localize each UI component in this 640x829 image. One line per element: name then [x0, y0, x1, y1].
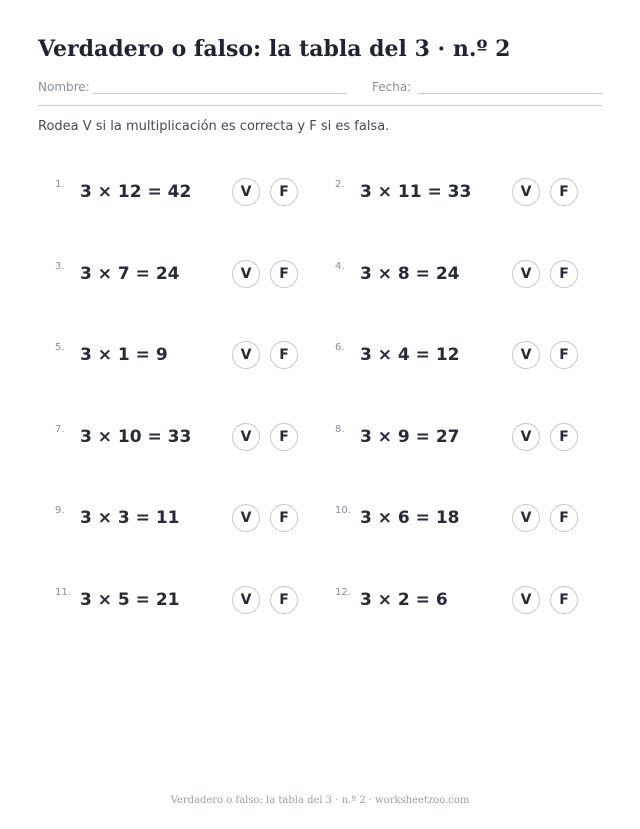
true-option[interactable]: V — [232, 586, 260, 614]
name-label: Nombre: — [38, 80, 90, 94]
false-option[interactable]: F — [270, 260, 298, 288]
page-title: Verdadero o falso: la tabla del 3 · n.º 2 — [38, 36, 511, 62]
false-option[interactable]: F — [550, 504, 578, 532]
problem-equation: 3 × 7 = 24 — [80, 263, 180, 284]
problem-item — [335, 178, 595, 208]
problem-item — [335, 341, 595, 371]
false-option[interactable]: F — [270, 586, 298, 614]
false-option[interactable]: F — [550, 260, 578, 288]
true-option[interactable]: V — [232, 423, 260, 451]
true-option[interactable]: V — [512, 504, 540, 532]
problem-item — [55, 504, 315, 534]
problem-equation: 3 × 5 = 21 — [80, 590, 180, 610]
problem-number: 1. — [55, 179, 65, 190]
true-option[interactable]: V — [512, 260, 540, 288]
true-option[interactable]: V — [232, 260, 260, 288]
problem-number: 4. — [335, 260, 345, 272]
false-option[interactable]: F — [550, 178, 578, 206]
true-option[interactable]: V — [512, 423, 540, 451]
problem-equation: 3 × 2 = 6 — [360, 590, 448, 610]
problem-item — [55, 260, 315, 290]
problem-equation: 3 × 9 = 27 — [360, 426, 460, 447]
false-option[interactable]: F — [550, 341, 578, 369]
instructions: Rodea V si la multiplicación es correcta y F si es falsa. — [38, 119, 390, 134]
problem-equation: 3 × 12 = 42 — [80, 182, 192, 202]
true-option[interactable]: V — [512, 341, 540, 369]
problem-number: 9. — [55, 505, 65, 517]
problem-number: 3. — [55, 260, 65, 272]
problem-number: 7. — [55, 423, 65, 435]
problem-equation: 3 × 11 = 33 — [360, 182, 472, 202]
problem-number: 11. — [55, 587, 71, 598]
footer: Verdadero o falso: la tabla del 3 · n.º 2 · worksheetzoo.com — [170, 795, 470, 806]
problem-item — [335, 423, 595, 453]
false-option[interactable]: F — [550, 586, 578, 614]
date-label: Fecha: — [372, 80, 412, 94]
problem-number: 6. — [335, 342, 345, 354]
true-option[interactable]: V — [232, 341, 260, 369]
problem-number: 5. — [55, 342, 65, 354]
problem-item — [335, 586, 595, 616]
false-option[interactable]: F — [270, 341, 298, 369]
problem-equation: 3 × 1 = 9 — [80, 345, 168, 366]
problem-item — [55, 586, 315, 616]
true-option[interactable]: V — [512, 586, 540, 614]
false-option[interactable]: F — [270, 178, 298, 206]
problem-equation: 3 × 8 = 24 — [360, 263, 460, 284]
true-option[interactable]: V — [232, 178, 260, 206]
problem-equation: 3 × 4 = 12 — [360, 345, 460, 366]
problem-item — [335, 260, 595, 290]
problem-equation: 3 × 6 = 18 — [360, 508, 460, 529]
problem-item — [55, 423, 315, 453]
false-option[interactable]: F — [270, 423, 298, 451]
problem-number: 2. — [335, 179, 345, 190]
problem-number: 8. — [335, 423, 345, 435]
true-option[interactable]: V — [232, 504, 260, 532]
problem-number: 10. — [335, 505, 351, 517]
problem-equation: 3 × 10 = 33 — [80, 426, 192, 447]
true-option[interactable]: V — [512, 178, 540, 206]
false-option[interactable]: F — [550, 423, 578, 451]
problem-item — [55, 178, 315, 208]
problem-item — [55, 341, 315, 371]
false-option[interactable]: F — [270, 504, 298, 532]
problem-equation: 3 × 3 = 11 — [80, 508, 180, 529]
problem-number: 12. — [335, 587, 351, 598]
problem-item — [335, 504, 595, 534]
